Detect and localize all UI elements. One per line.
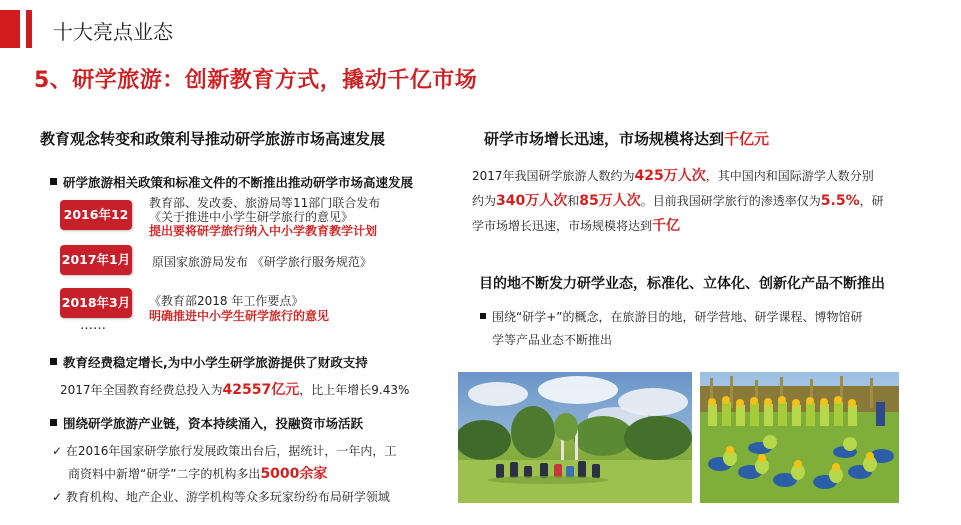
capital-check1-text2: 商资料中新增“研学”二字的机构多出 [68,467,261,481]
page-title: 十大亮点业态 [53,20,173,44]
capital-check1-text1: 在2016年国家研学旅行发展政策出台后，据统计，一年内，工 [65,444,397,458]
square-bullet-icon [50,419,57,426]
funding-text [60,378,409,402]
policy-bullet [50,173,413,191]
capital-value: 5000余家 [260,466,328,482]
policy-2018-line1: 《教育部2018 年工作要点》 [149,294,304,308]
date-badge-2018: 2018年3月 [60,288,132,318]
policy-bullet-text: 研学旅游相关政策和标准文件的不断推出推动研学市场高速发展 [63,175,414,190]
right-heading-text: 研学市场增长迅速，市场规模将达到 [484,130,725,148]
para-value: 85万人次 [579,193,641,209]
square-bullet-icon [50,358,57,365]
date-badge-2016: 2016年12 [60,200,132,230]
funding-text-post: ，比上年增长9.43% [299,383,410,397]
para-text: 约为 [472,194,497,208]
policy-2016-line2: 《关于推进中小学生研学旅行的意见》 [149,210,354,224]
policy-ellipsis: …… [80,318,106,333]
capital-bullet-text: 围绕研学旅游产业链，资本持续涌入，投融资市场活跃 [63,416,364,431]
capital-check1-line2 [68,462,327,486]
right-heading-value: 千亿元 [724,130,770,148]
square-bullet-icon [480,313,486,319]
capital-check2-text: 教育机构、地产企业、游学机构等众多玩家纷纷布局研学领域 [65,490,390,504]
para-text: 和 [567,194,580,208]
photo-students-meadow [458,372,692,503]
photo-meadow-illustration [458,372,692,503]
policy-2017-line1: 原国家旅游局发布 《研学旅行服务规范》 [152,255,372,269]
left-heading: 教育观念转变和政策利导推动研学旅游市场高速发展 [40,130,386,148]
capital-check1-line1 [52,439,396,463]
policy-2016-line3: 提出要将研学旅行纳入中小学教育教学计划 [149,224,378,238]
square-bullet-icon [50,178,57,185]
para-text: ，其中国内和国际游学人数分别 [705,169,874,183]
funding-value: 42557亿元 [222,382,300,398]
right-heading2: 目的地不断发力研学业态，标准化、立体化、创新化产品不断推出 [479,276,885,292]
header-accent-bar-thin [26,10,32,48]
photo-group-illustration [700,372,899,503]
destination-text1: 围绕“研学+”的概念，在旅游目的地，研学营地、研学课程、博物馆研 [492,310,863,324]
market-para-line2 [472,189,884,213]
para-value: 5.5% [820,193,860,209]
funding-text-pre: 2017年全国教育经费总投入为 [60,383,223,397]
para-text: ，研 [859,194,884,208]
photo-group-activity [700,372,899,503]
section-subtitle: 5、研学旅游：创新教育方式，撬动千亿市场 [34,68,478,93]
para-value: 千亿 [652,218,681,234]
destination-bullet-line2: 学等产品业态不断推出 [492,333,613,347]
para-value: 340万人次 [496,193,568,209]
para-value: 425万人次 [634,168,706,184]
funding-bullet [50,353,368,371]
para-text: 。目前我国研学旅行的渗透率仅为 [640,194,821,208]
check-icon: ✓ [52,444,63,458]
capital-bullet [50,414,363,432]
capital-check2 [52,485,390,509]
market-para-line1 [472,164,874,188]
policy-2018-line2: 明确推进中小学生研学旅行的意见 [149,309,330,323]
policy-2016-line1: 教育部、发改委、旅游局等11部门联合发布 [149,196,381,210]
funding-bullet-text: 教育经费稳定增长,为中小学生研学旅游提供了财政支持 [63,355,368,370]
date-badge-2017: 2017年1月 [60,245,132,275]
market-para-line3 [472,214,680,238]
header-accent-bar [0,10,20,48]
check-icon: ✓ [52,490,63,504]
para-text: 2017年我国研学旅游人数约为 [472,169,635,183]
destination-bullet-line1 [480,308,863,325]
right-heading [484,128,769,149]
para-text: 学市场增长迅速，市场规模将达到 [472,219,653,233]
